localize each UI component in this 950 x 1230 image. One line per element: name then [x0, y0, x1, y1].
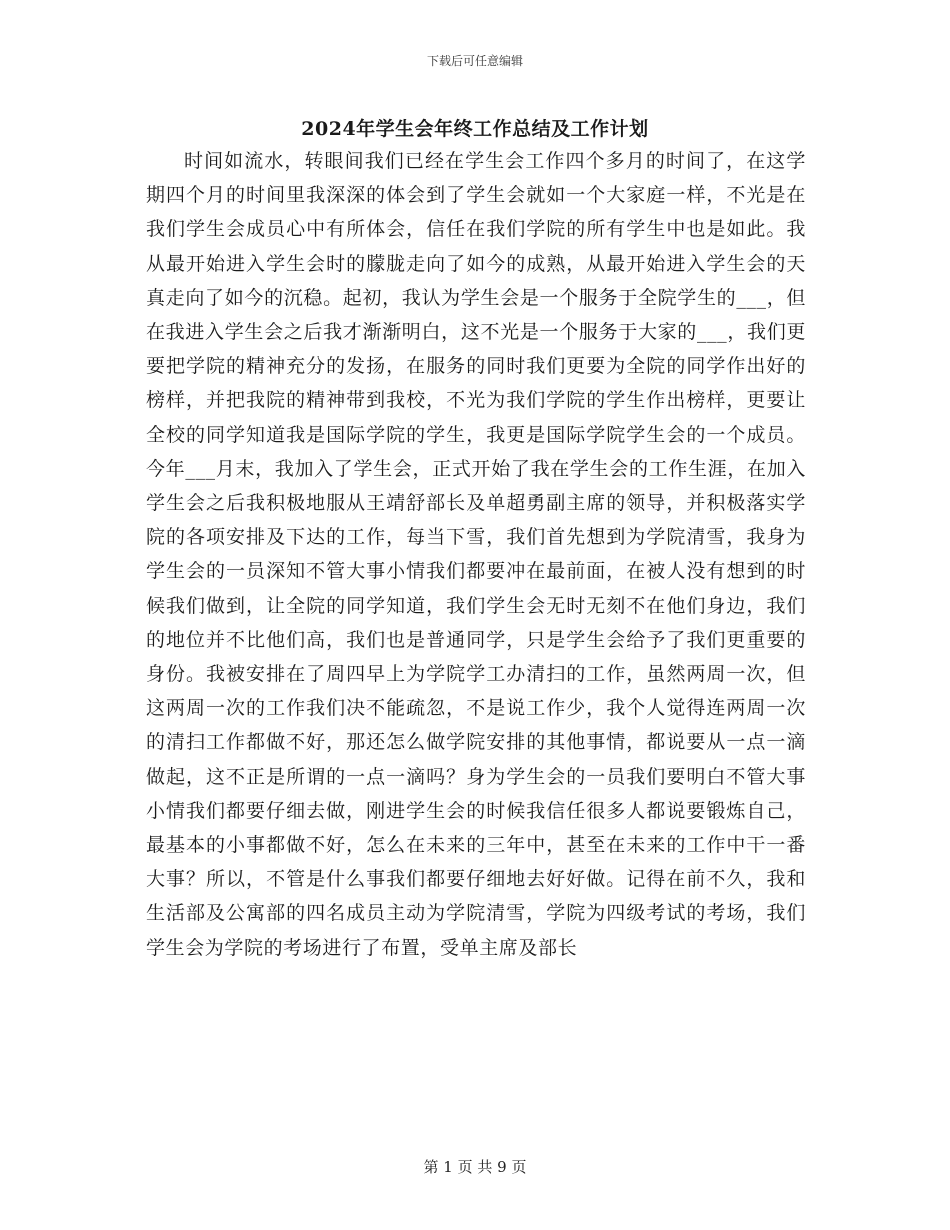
- body-paragraph: 时间如流水，转眼间我们已经在学生会工作四个多月的时间了，在这学期四个月的时间里我深深的体会到了学生会就如一个大家庭一样，不光是在我们学生会成员心中有所体会，信任在我们学院的所有学生中也是如此。我从最开始进入学生会时的朦胧走向了如今的成熟，从最开始进入学生会的天真走向了如今的沉稳。起初，我认为学生会是一个服务于全院学生的___，但在我进入学生会之后我才渐渐明白，这不光是一个服务于大家的___，我们更要把学院的精神充分的发扬，在服务的同时我们更要为全院的同学作出好的榜样，并把我院的精神带到我校，不光为我们学院的学生作出榜样，更要让全校的同学知道我是国际学院的学生，我更是国际学院学生会的一个成员。今年___月末，我加入了学生会，正式开始了我在学生会的工作生涯，在加入学生会之后我积极地服从王靖舒部长及单超勇副主席的领导，并积极落实学院的各项安排及下达的工作，每当下雪，我们首先想到为学院清雪，我身为学生会的一员深知不管大事小情我们都要冲在最前面，在被人没有想到的时候我们做到，让全院的同学知道，我们学生会无时无刻不在他们身边，我们的地位并不比他们高，我们也是普通同学，只是学生会给予了我们更重要的身份。我被安排在了周四早上为学院学工办清扫的工作，虽然两周一次，但这两周一次的工作我们决不能疏忽，不是说工作少，我个人觉得连两周一次的清扫工作都做不好，那还怎么做学院安排的其他事情，都说要从一点一滴做起，这不正是所谓的一点一滴吗？身为学生会的一员我们要明白不管大事小情我们都要仔细去做，刚进学生会的时候我信任很多人都说要锻炼自己，最基本的小事都做不好，怎么在未来的三年中，甚至在未来的工作中干一番大事？所以，不管是什么事我们都要仔细地去好好做。记得在前不久，我和生活部及公寓部的四名成员主动为学院清雪，学院为四级考试的考场，我们学生会为学院的考场进行了布置，受单主席及部长: [146, 150, 806, 959]
- document-title: 2024年学生会年终工作总结及工作计划: [301, 118, 649, 140]
- page-number-footer: 第 1 页 共 9 页: [423, 1158, 527, 1176]
- page-header-note: 下载后可任意编辑: [426, 54, 523, 68]
